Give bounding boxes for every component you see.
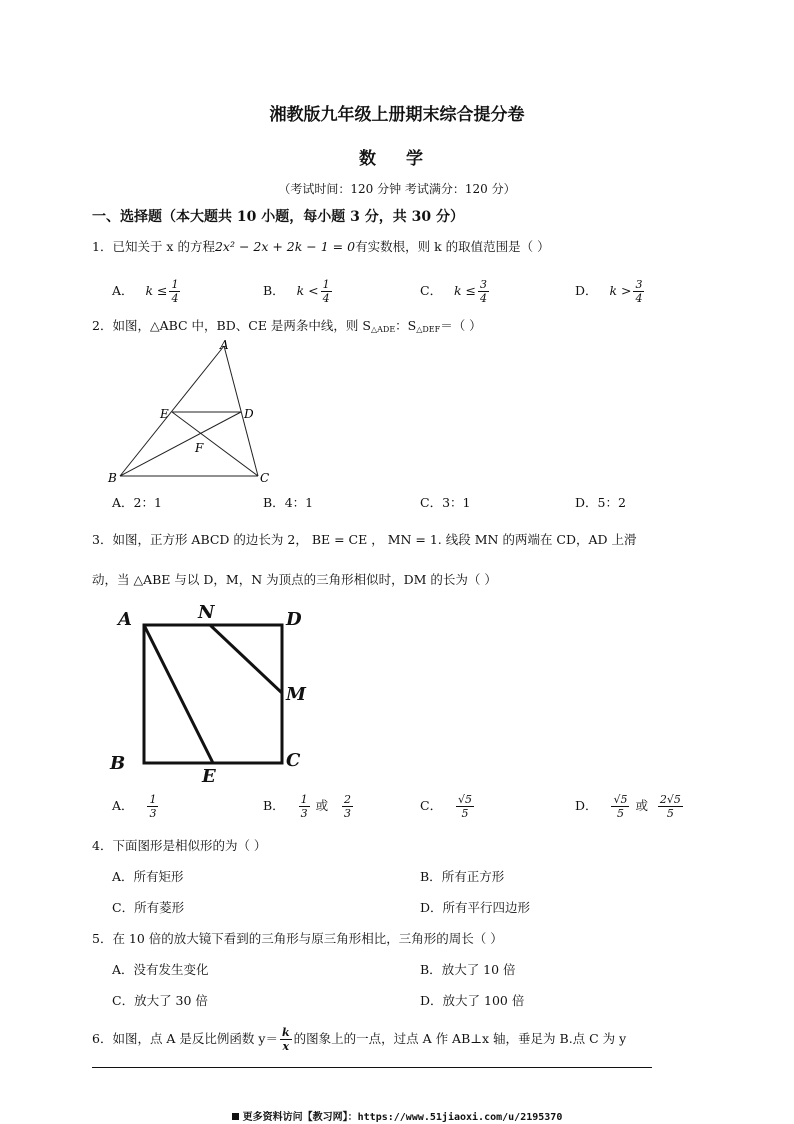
- q5-option-c[interactable]: C．放大了 30 倍: [112, 993, 208, 1008]
- q2-option-a[interactable]: A．2：1: [112, 495, 162, 510]
- q5-option-a[interactable]: A．没有发生变化: [112, 962, 209, 977]
- label-e: E: [202, 766, 216, 787]
- label-a: A: [118, 609, 132, 630]
- label-b: B: [108, 471, 117, 485]
- q3-option-c[interactable]: C． $\frac{√5}{5}$: [420, 793, 473, 820]
- section-title: 一、选择题（本大题共 10 小题，每小题 3 分，共 30 分）: [92, 209, 464, 225]
- label-a: A: [220, 338, 229, 352]
- label-b: B: [110, 753, 126, 774]
- square-figure: [100, 598, 320, 788]
- question-3-line-2: 动，当 △ABE 与以 D，M，N 为顶点的三角形相似时，DM 的长为（ ）: [92, 572, 497, 587]
- label-d: D: [244, 407, 254, 421]
- q5-option-d[interactable]: D．放大了 100 倍: [420, 993, 525, 1008]
- q2-option-c[interactable]: C．3：1: [420, 495, 471, 510]
- label-f: F: [195, 441, 204, 455]
- q3-option-d[interactable]: D． $\frac{√5}{5}$ 或 $\frac{2√5}{5}$: [575, 793, 681, 820]
- q2-option-b[interactable]: B．4：1: [263, 495, 314, 510]
- q3-option-a[interactable]: A． $\frac{1}{3}$: [112, 793, 157, 820]
- question-5: 5．在 10 倍的放大镜下看到的三角形与原三角形相比，三角形的周长（ ）: [92, 931, 503, 946]
- label-m: M: [286, 684, 306, 705]
- q4-option-a[interactable]: A．所有矩形: [112, 869, 184, 884]
- label-e: E: [160, 407, 169, 421]
- q4-option-b[interactable]: B．所有正方形: [420, 869, 505, 884]
- question-3-line-1: 3．如图，正方形 ABCD 的边长为 2， BE = CE ， MN = 1. 线段 MN 的两端在 CD，AD 上滑: [92, 532, 637, 547]
- question-1: 1．已知关于 x 的方程2x² − 2x + 2k − 1 = 0有实数根，则 k 的取值范围是（ ）: [92, 239, 550, 254]
- q4-option-c[interactable]: C．所有菱形: [112, 900, 185, 915]
- footer-divider: [92, 1067, 652, 1068]
- question-6: 6．如图，点 A 是反比例函数 y＝ $\frac{k}{x}$ 的图象上的一点，过点 A 作 AB⊥x 轴，垂足为 B.点 C 为 y: [92, 1026, 627, 1053]
- q5-option-b[interactable]: B．放大了 10 倍: [420, 962, 516, 977]
- label-c: C: [260, 471, 270, 485]
- q1-option-b[interactable]: B． k < $\frac{1}{4}$: [263, 278, 330, 305]
- question-2: 2．如图，△ABC 中，BD、CE 是两条中线，则 $S_{\triangle ADE}$：$S_{\triangle DEF}=$（ ）: [92, 318, 482, 334]
- label-c: C: [286, 750, 301, 771]
- q2-option-d[interactable]: D．5：2: [575, 495, 626, 510]
- q1-option-d[interactable]: D． k > $\frac{3}{4}$: [575, 278, 643, 305]
- q3-option-b[interactable]: B． $\frac{1}{3}$ 或 $\frac{2}{3}$: [263, 793, 352, 820]
- label-n: N: [198, 602, 215, 623]
- triangle-figure: [100, 334, 290, 486]
- subject-title: 数 学: [359, 149, 435, 169]
- q1-option-c[interactable]: C． k ≤ $\frac{3}{4}$: [420, 278, 488, 305]
- question-4: 4．下面图形是相似形的为（ ）: [92, 838, 267, 853]
- exam-info: （考试时间：120 分钟 考试满分：120 分）: [278, 182, 516, 196]
- flag-icon: [232, 1113, 239, 1120]
- paper-title: 湘教版九年级上册期末综合提分卷: [269, 105, 525, 125]
- q1-equation: 2x² − 2x + 2k − 1 = 0: [214, 239, 356, 254]
- label-d: D: [286, 609, 302, 630]
- q1-option-a[interactable]: A． k ≤ $\frac{1}{4}$: [112, 278, 179, 305]
- footer-link[interactable]: 更多资料访问【教习网】：https://www.51jiaoxi.com/u/2195370: [0, 1108, 794, 1123]
- q4-option-d[interactable]: D．所有平行四边形: [420, 900, 531, 915]
